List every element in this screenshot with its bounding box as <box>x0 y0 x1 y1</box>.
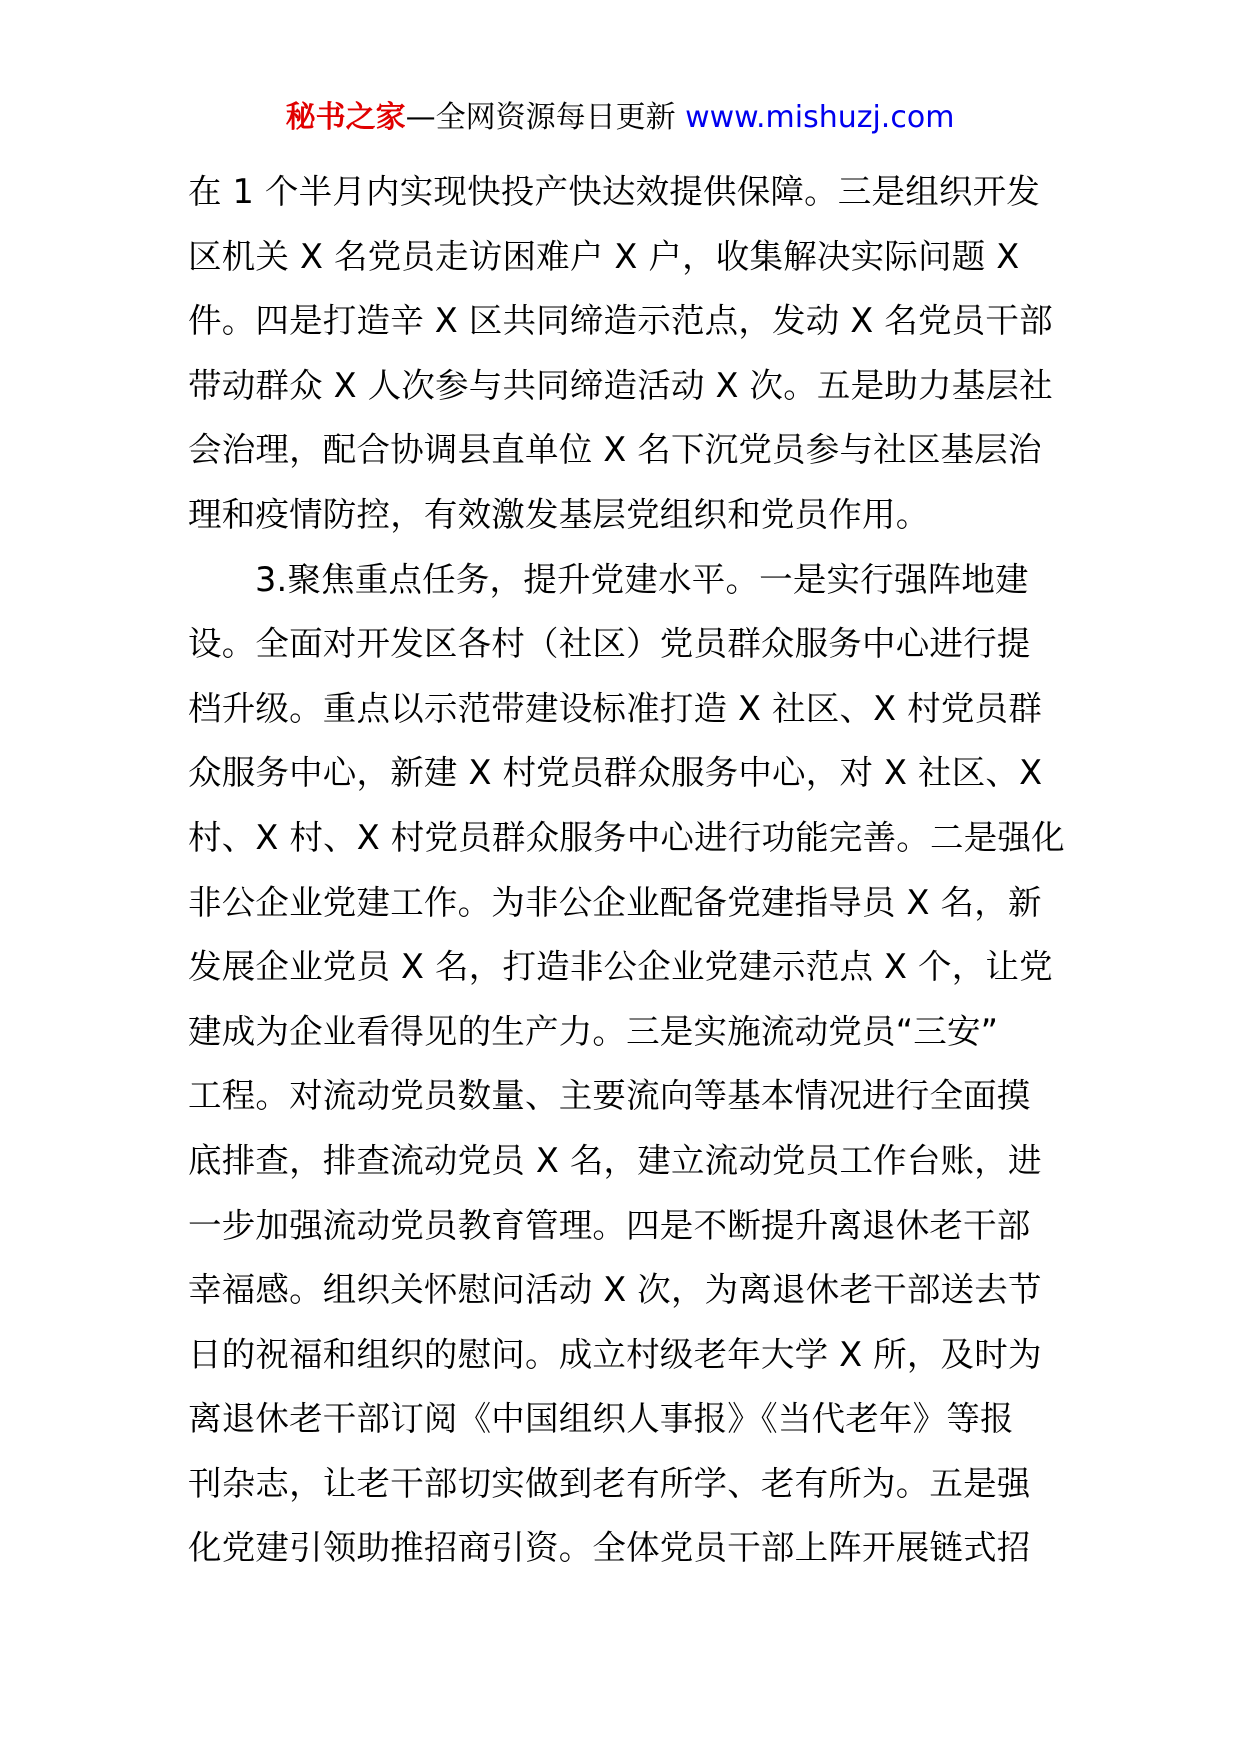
paragraph-line: 离退休老干部订阅《中国组织人事报》《当代老年》等报 <box>188 1399 1014 1439</box>
paragraph-line: 建成为企业看得见的生产力。三是实施流动党员“三安” <box>188 1011 999 1051</box>
paragraph-line: 一步加强流动党员教育管理。四是不断提升离退休老干部 <box>188 1205 1031 1245</box>
paragraph-line: 日的祝福和组织的慰问。成立村级老年大学 X 所，及时为 <box>188 1334 1042 1374</box>
site-slogan: —全网资源每日更新 <box>405 100 676 135</box>
site-brand: 秘书之家 <box>285 100 406 135</box>
paragraph-line: 化党建引领助推招商引资。全体党员干部上阵开展链式招 <box>188 1528 1031 1568</box>
paragraph-line: 发展企业党员 X 名，打造非公企业党建示范点 X 个，让党 <box>188 947 1053 987</box>
paragraph-line: 件。四是打造辛 X 区共同缔造示范点，发动 X 名党员干部 <box>188 301 1053 341</box>
paragraph-line: 设。全面对开发区各村（社区）党员群众服务中心进行提 <box>188 624 1031 664</box>
paragraph-line: 非公企业党建工作。为非公企业配备党建指导员 X 名，新 <box>188 882 1042 922</box>
paragraph-line: 村、X 村、X 村党员群众服务中心进行功能完善。二是强化 <box>188 817 1065 857</box>
paragraph-line: 在 1 个半月内实现快投产快达效提供保障。三是组织开发 <box>188 172 1041 211</box>
paragraph-line: 会治理，配合协调县直单位 X 名下沉党员参与社区基层治 <box>188 430 1042 470</box>
site-header <box>0 98 1240 138</box>
paragraph-line: 众服务中心，新建 X 村党员群众服务中心，对 X 社区、X <box>188 753 1043 793</box>
paragraph-line: 带动群众 X 人次参与共同缔造活动 X 次。五是助力基层社 <box>188 365 1053 405</box>
section-heading-line: 3.聚焦重点任务，提升党建水平。一是实行强阵地建 <box>255 559 1029 599</box>
paragraph-line: 理和疫情防控，有效激发基层党组织和党员作用。 <box>188 494 930 534</box>
document-body <box>188 160 1088 1581</box>
paragraph-line: 档升级。重点以示范带建设标准打造 X 社区、X 村党员群 <box>188 688 1042 728</box>
paragraph-line: 幸福感。组织关怀慰问活动 X 次，为离退休老干部送去节 <box>188 1270 1042 1310</box>
site-url-link[interactable]: www.mishuzj.com <box>675 100 955 135</box>
paragraph-line: 底排查，排查流动党员 X 名，建立流动党员工作台账，进 <box>188 1140 1042 1180</box>
paragraph-line: 工程。对流动党员数量、主要流向等基本情况进行全面摸 <box>188 1076 1031 1116</box>
paragraph-line: 区机关 X 名党员走访困难户 X 户，收集解决实际问题 X <box>188 236 1020 276</box>
paragraph-line: 刊杂志，让老干部切实做到老有所学、老有所为。五是强 <box>188 1463 1031 1503</box>
